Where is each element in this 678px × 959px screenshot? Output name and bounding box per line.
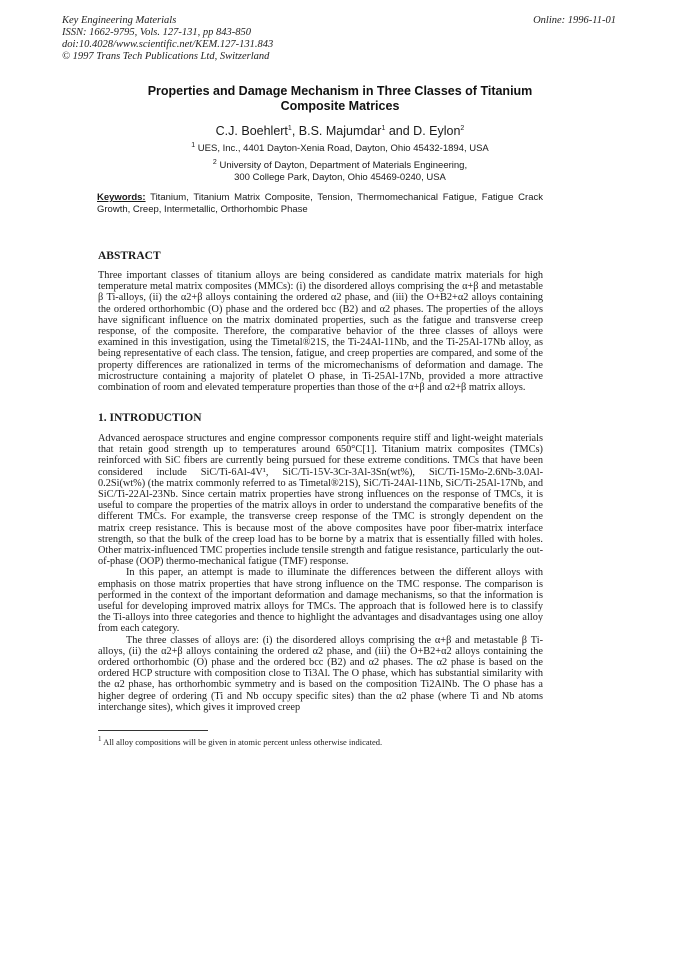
affiliation-2-line-1: University of Dayton, Department of Materials Engineering, <box>219 160 468 171</box>
affiliation-1-text: UES, Inc., 4401 Dayton-Xenia Road, Dayton, Ohio 45432-1894, USA <box>197 143 489 154</box>
introduction-body <box>98 433 543 713</box>
journal-issn: ISSN: 1662-9795, Vols. 127-131, pp 843-850 <box>62 27 251 38</box>
abstract-paragraph: Three important classes of titanium alloys are being considered as candidate matrix materials for high temperature metal matrix composites (MMCs): (i) the disordered alloys comprising the α+β and metastable β Ti-alloys, (ii) the α2+β alloys containing the ordered α2 phase, and (iii) the O+B2+α2 alloys containing the ordered orthorhombic (O) phase and the ordered bcc (B2) and α2 phases. The properties of the alloys have significant influence on the matrix dominated properties, such as the fatigue and transverse creep response, of the composite. Therefore, the comparative behavior of the three classes of alloys were examined in this investigation, using the Timetal®21S, the Ti-24Al-11Nb, and the Ti-25Al-17Nb alloy, as being representative of each class. The tension, fatigue, and creep properties are compared, and some of the property differences are rationalized in terms of the micromechanisms of deformation and damage. The microstructure containing a majority of platelet O phase, in Ti-25Al-17Nb, provided a more attractive combination of room and elevated temperature properties than those of the α+β and α2+β matrix alloys. <box>98 270 543 394</box>
journal-doi: doi:10.4028/www.scientific.net/KEM.127-131.843 <box>62 39 274 50</box>
title-line-1: Properties and Damage Mechanism in Three Classes of Titanium <box>147 84 533 98</box>
introduction-heading: 1. INTRODUCTION <box>98 412 202 424</box>
author-list <box>100 124 580 139</box>
affiliation-1 <box>100 143 580 155</box>
abstract-heading: ABSTRACT <box>98 250 161 262</box>
author-boehlert: C.J. Boehlert <box>215 124 288 138</box>
intro-paragraph-1: Advanced aerospace structures and engine compressor components require stiff and light-weight materials that retain good strength up to temperatures around 650°C[1]. Titanium matrix composites (TMCs) reinforced with SiC fibers are currently being pursued for these extreme conditions. TMCs that have been considered include SiC/Ti-6Al-4V¹, SiC/Ti-15V-3Cr-3Al-3Sn(wt%), SiC/Ti-15Mo-2.6Nb-3.0Al-0.2Si(wt%) (the matrix commonly referred to as Timetal®21S), SiC/Ti-24Al-11Nb, SiC/Ti-25Al-17Nb, and SiC/Ti-22Al-23Nb. Since certain matrix properties have strong influences on the response of TMCs, it is useful to compare the properties of the matrix alloys in order to understand the comparative benefits of the different TMCs. For example, the transverse creep response of the TMC is strongly dependent on the matrix creep resistance. This is because most of the above composites have poor fiber-matrix interface strength, so that the bulk of the creep load has to be borne by a matrix that is essentially filled with holes. Other matrix-influenced TMC properties include tensile strength and fatigue resistance, particularly the out-of-phase (OOP) thermo-mechanical fatigue (TMF) response. <box>98 433 544 568</box>
author-affil-mark: 2 <box>460 124 465 132</box>
footnote-divider <box>98 730 208 731</box>
journal-header <box>62 15 273 63</box>
author-separator: , <box>291 124 299 138</box>
online-date: Online: 1996-11-01 <box>533 15 616 26</box>
affil-mark: 2 <box>212 158 217 166</box>
affiliation-2-line-2: 300 College Park, Dayton, Ohio 45469-0240, USA <box>234 172 446 183</box>
affiliation-2 <box>100 160 580 184</box>
title-line-2: Composite Matrices <box>280 99 400 113</box>
abstract-body <box>98 270 543 393</box>
footnote-mark: 1 <box>98 735 102 744</box>
keywords-text: Titanium, Titanium Matrix Composite, Tension, Thermomechanical Fatigue, Fatigue Crack Growth, Creep, Intermetallic, Orthorhombic Phase <box>97 192 543 215</box>
affil-mark: 1 <box>191 141 196 149</box>
journal-copyright: © 1997 Trans Tech Publications Ltd, Switzerland <box>62 51 270 62</box>
keywords <box>97 192 543 216</box>
author-majumdar: B.S. Majumdar <box>298 124 382 138</box>
footnote <box>98 737 543 747</box>
author-separator: and <box>385 124 414 138</box>
footnote-text: All alloy compositions will be given in atomic percent unless otherwise indicated. <box>103 737 383 747</box>
journal-name: Key Engineering Materials <box>62 15 177 26</box>
author-affil-mark: 1 <box>287 124 292 132</box>
intro-paragraph-2: In this paper, an attempt is made to illuminate the differences between the different alloys with emphasis on those matrix properties that have strong influence on the TMC response. The comparison is performed in the context of the important deformation and damage mechanisms, so that the information is useful for developing improved matrix alloys for TMCs. The approach that is followed here is to classify the Ti-alloys into three categories and thence to highlight the advantages and disadvantages using one alloy from each category. <box>98 567 543 635</box>
intro-paragraph-3: The three classes of alloys are: (i) the disordered alloys comprising the α+β and metastable β Ti-alloys, (ii) the α2+β alloys containing the ordered α2 phase, and (iii) the O+B2+α2 alloys containing the ordered orthorhombic (O) phase and the ordered bcc (B2) and α2 phases. The α2 phase is based on the ordered HCP structure with composition close to Ti3Al. The O phase, which has substantial similarity with the α2 phase, has orthorhombic symmetry and is based on the composition Ti2AlNb. The O phase has a higher degree of ordering (Ti and Nb occupy specific sites) than the α2 phase (where Ti and Nb atoms interchange sites), which gives it improved creep <box>98 634 543 713</box>
paper-title <box>100 84 580 114</box>
author-eylon: D. Eylon <box>413 124 461 138</box>
author-affil-mark: 1 <box>381 124 386 132</box>
keywords-label: Keywords: <box>97 192 146 203</box>
